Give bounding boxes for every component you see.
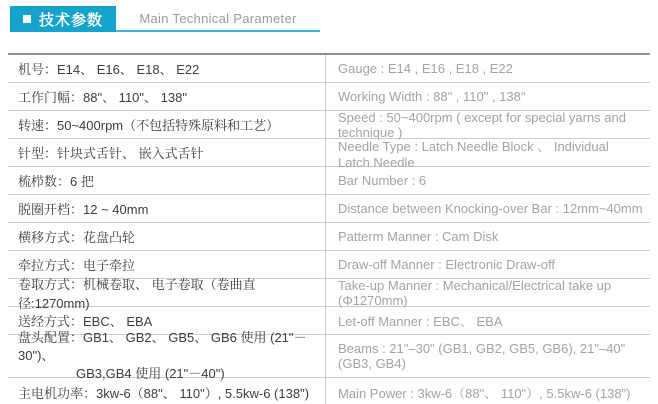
- section-title-en: [116, 6, 320, 32]
- section-title-cn: [10, 6, 116, 32]
- param-cn-line2: GB3,GB4 使用 (21"－40"): [76, 366, 225, 381]
- section-title-cn-text: 技术参数: [39, 11, 104, 29]
- parameter-table: [8, 53, 650, 404]
- table-row: [8, 223, 650, 251]
- param-cn: 机号：E14、 E16、 E18、 E22: [18, 62, 200, 77]
- param-cn-line1: 盘头配置：GB1、 GB2、 GB5、 GB6 使用 (21"－30")、: [18, 330, 307, 363]
- param-en: Needle Type : Latch Needle Block 、 Individual Latch Needle: [325, 139, 650, 166]
- table-row: [8, 83, 650, 111]
- table-row: [8, 55, 650, 83]
- param-cn: 转速：50~400rpm（不包括特殊原料和工艺）: [18, 118, 280, 133]
- param-en: Beams : 21"–30" (GB1, GB2, GB5, GB6), 21"–40" (GB3, GB4): [325, 335, 650, 377]
- table-row: [8, 276, 650, 311]
- bullet-square-icon: [23, 15, 31, 23]
- param-en: Gauge : E14 , E16 , E18 , E22: [325, 55, 650, 82]
- param-cn: 针型：针块式舌针、 嵌入式舌针: [18, 146, 204, 161]
- table-row: [8, 378, 650, 404]
- param-en: Speed : 50~400rpm ( except for special yarns and technique ): [325, 111, 650, 138]
- param-cn: 牵拉方式：电子牵拉: [18, 258, 136, 273]
- param-en: Draw-off Manner : Electronic Draw-off: [325, 251, 650, 278]
- param-cn: 工作门幅：88"、 110"、 138": [18, 90, 187, 105]
- section-header: [10, 6, 658, 32]
- param-cn: 卷取方式：机械卷取、 电子卷取（卷曲直径:1270mm): [18, 276, 256, 311]
- param-cn: 送经方式：EBC、 EBA: [18, 314, 153, 329]
- param-en: Patterm Manner : Cam Disk: [325, 223, 650, 250]
- param-cn: 梳栉数：6 把: [18, 174, 94, 189]
- param-en: Take-up Manner : Mechanical/Electrical take up (Φ1270mm): [325, 279, 650, 306]
- param-cn: 脱圈开档：12 ~ 40mm: [18, 202, 149, 217]
- param-en: Main Power : 3kw-6（88"、 110"）, 5.5kw-6 (138"): [325, 378, 650, 404]
- param-en: Distance between Knocking-over Bar : 12mm~40mm: [325, 195, 650, 222]
- param-en: Let-off Manner : EBC、 EBA: [325, 307, 650, 334]
- param-cn: 横移方式：花盘凸轮: [18, 230, 136, 245]
- param-cn: 主电机功率：3kw-6（88"、 110"）, 5.5kw-6 (138"): [18, 385, 310, 401]
- table-row: [8, 167, 650, 195]
- section-title-en-text: Main Technical Parameter: [139, 10, 297, 26]
- param-en: Working Width : 88" , 110" , 138": [325, 83, 650, 110]
- table-row: [8, 138, 650, 170]
- param-cn: [8, 330, 325, 381]
- param-en: Bar Number : 6: [325, 167, 650, 194]
- table-row: [8, 195, 650, 223]
- table-row: [8, 330, 650, 381]
